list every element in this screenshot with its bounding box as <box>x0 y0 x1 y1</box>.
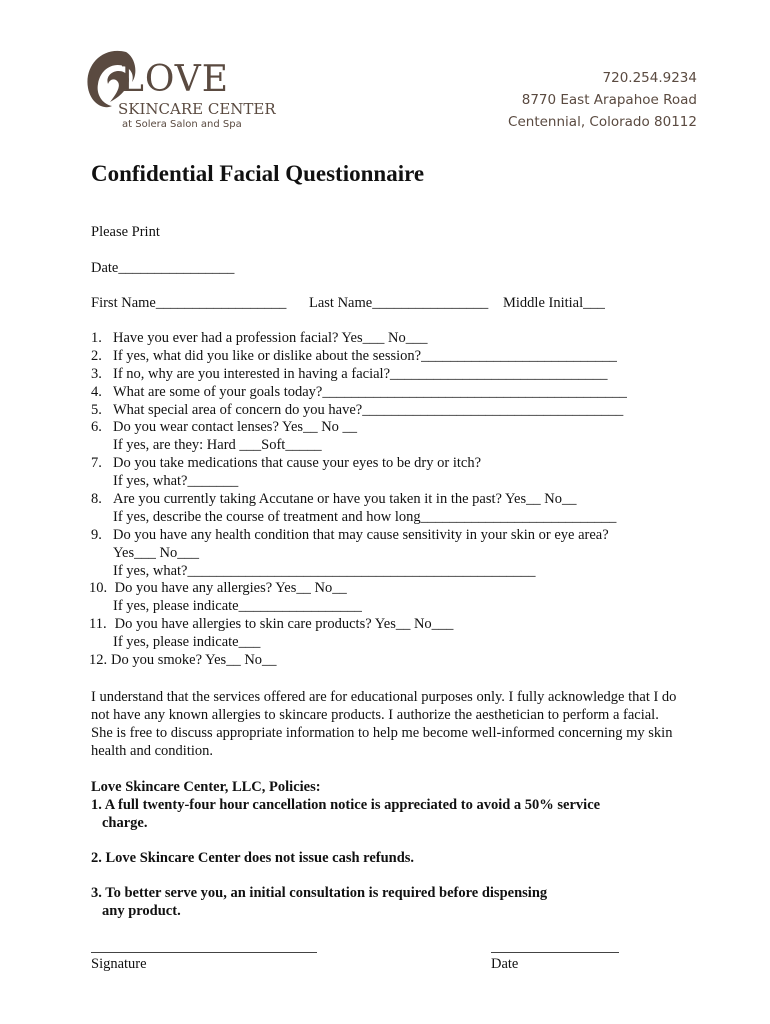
question-11[interactable]: 11. Do you have allergies to skin care products? Yes__ No___ <box>89 616 454 633</box>
question-3[interactable]: 3. If no, why are you interested in having a facial?______________________________ <box>91 365 608 382</box>
form-title: Confidential Facial Questionnaire <box>91 161 425 186</box>
middle-initial-field[interactable]: Middle Initial___ <box>503 295 605 311</box>
question-8[interactable]: 8. Are you currently taking Accutane or have you taken it in the past? Yes__ No__ <box>91 491 577 508</box>
address-city: Centennial, Colorado 80112 <box>508 114 697 130</box>
logo-subtitle: SKINCARE CENTER <box>118 100 276 118</box>
contact-info <box>508 67 697 133</box>
phone-number: 720.254.9234 <box>602 70 697 86</box>
policy-3: 3. To better serve you, an initial consultation is required before dispensing <box>91 885 548 901</box>
question-9[interactable]: 9. Do you have any health condition that may cause sensitivity in your skin or eye area? <box>91 526 609 543</box>
question-1[interactable]: 1. Have you ever had a profession facial? Yes___ No___ <box>91 330 428 346</box>
policies-section <box>91 778 600 920</box>
policy-1: 1. A full twenty-four hour cancellation notice is appreciated to avoid a 50% service <box>91 797 601 813</box>
question-8-followup[interactable]: If yes, describe the course of treatment and how long___________________________ <box>113 508 617 525</box>
question-11-followup[interactable]: If yes, please indicate___ <box>113 634 261 651</box>
last-name-field[interactable]: Last Name________________ <box>309 295 489 311</box>
date-label: Date <box>491 956 519 972</box>
question-6-followup[interactable]: If yes, are they: Hard ___Soft_____ <box>113 437 322 454</box>
policy-3-continued: any product. <box>102 903 181 919</box>
signature-line[interactable] <box>91 952 317 953</box>
please-print-label: Please Print <box>91 224 160 240</box>
logo-tagline: at Solera Salon and Spa <box>122 119 242 130</box>
question-6[interactable]: 6. Do you wear contact lenses? Yes__ No __ <box>91 419 358 436</box>
signature-label: Signature <box>91 956 147 972</box>
date-field[interactable]: Date________________ <box>91 260 235 276</box>
acknowledgement-paragraph: I understand that the services offered are for educational purposes only. I fully acknowledge that I do not have any known allergies to skincare products. I authorize the aesthetician to perform a facial. She is free to discuss appropriate information to help me become well-informed concerning my skin health and condition. <box>91 689 677 759</box>
first-name-field[interactable]: First Name__________________ <box>91 295 287 311</box>
policy-2: 2. Love Skincare Center does not issue cash refunds. <box>91 850 415 866</box>
question-7-followup[interactable]: If yes, what?_______ <box>113 473 239 490</box>
logo-word: LOVE <box>120 59 230 100</box>
question-list <box>91 330 627 670</box>
question-10[interactable]: 10. Do you have any allergies? Yes__ No__ <box>89 580 347 597</box>
address-street: 8770 East Arapahoe Road <box>521 92 697 108</box>
question-9-followup[interactable]: If yes, what?________________________________________________ <box>113 562 536 579</box>
policies-heading: Love Skincare Center, LLC, Policies: <box>91 779 321 795</box>
question-7[interactable]: 7. Do you take medications that cause your eyes to be dry or itch? <box>91 455 482 472</box>
question-2[interactable]: 2. If yes, what did you like or dislike about the session?___________________________ <box>91 347 617 364</box>
date-line[interactable] <box>491 952 619 953</box>
question-9-yes-no[interactable]: Yes___ No___ <box>113 544 199 561</box>
company-logo <box>82 44 282 134</box>
question-5[interactable]: 5. What special area of concern do you have?____________________________________ <box>91 401 624 418</box>
question-4[interactable]: 4. What are some of your goals today?__________________________________________ <box>91 383 627 400</box>
question-12[interactable]: 12. Do you smoke? Yes__ No__ <box>89 652 277 669</box>
question-10-followup[interactable]: If yes, please indicate_________________ <box>113 598 362 615</box>
policy-1-continued: charge. <box>102 815 148 831</box>
